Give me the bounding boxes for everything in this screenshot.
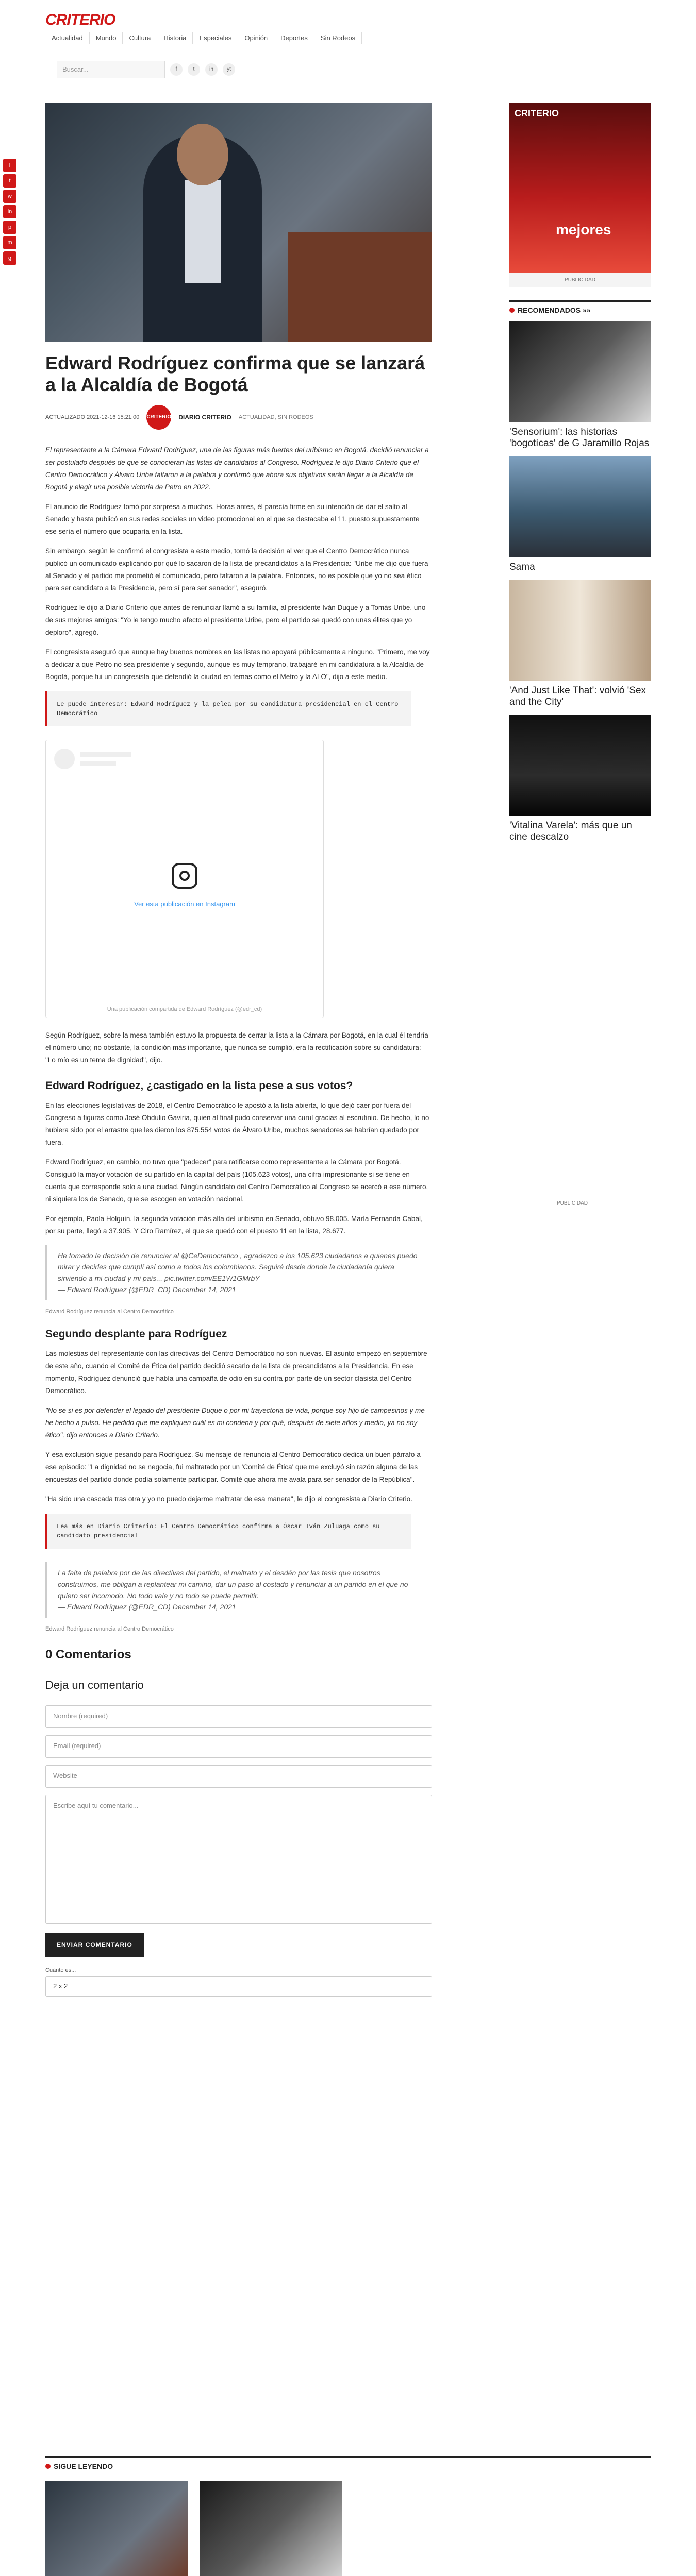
comments-section bbox=[45, 1648, 432, 1997]
article-title: Edward Rodríguez confirma que se lanzará a la Alcaldía de Bogotá bbox=[45, 352, 425, 395]
name-field[interactable]: Nombre (required) bbox=[45, 1705, 432, 1728]
section-heading: Edward Rodríguez, ¿castigado en la lista pese a sus votos? bbox=[45, 1080, 353, 1092]
paragraph: "No se si es por defender el legado del presidente Duque o por mi trayectoria de vida, porque soy hijo de campesinos y me he hecho a pulso. He pedido que me expliquen cuál es mi condena y por qué, después de siete años y medio, ya no soy ético", dijo entonces a Diario Criterio. bbox=[45, 1406, 425, 1439]
recommended-title[interactable]: 'Vitalina Varela': más que un cine descalzo bbox=[509, 820, 632, 842]
recommended-image[interactable] bbox=[509, 580, 651, 681]
recommended-item[interactable] bbox=[509, 715, 651, 843]
keep-reading-card[interactable] bbox=[200, 2481, 342, 2576]
nav-item-cultura[interactable]: Cultura bbox=[123, 32, 157, 44]
leave-comment-title: Deja un comentario bbox=[45, 1679, 144, 1691]
share-bar bbox=[3, 159, 16, 265]
main-nav bbox=[45, 32, 696, 44]
keep-reading-card[interactable] bbox=[509, 2481, 651, 2576]
recommended-item[interactable] bbox=[509, 580, 651, 708]
embedded-tweet[interactable] bbox=[45, 1245, 432, 1300]
search-input[interactable]: Buscar... bbox=[57, 61, 165, 78]
share-facebook-icon[interactable]: f bbox=[3, 159, 16, 172]
image-caption: Edward Rodríguez renuncia al Centro Democrático bbox=[45, 1309, 174, 1315]
paragraph: Edward Rodríguez, en cambio, no tuvo que "padecer" para ratificarse como representante a la Cámara por Bogotá. Consiguió la mayor votación de su partido en la capital del país (105.623 votos), una cifra impresionante si se tiene en cuenta que corresponde solo a una ciudad. Ningún candidato del Centro Democrático al Congreso se acercó a ese número, ni siquiera los de Senado, que se escogen en votación nacional. bbox=[45, 1158, 428, 1203]
embedded-tweet[interactable] bbox=[45, 1562, 432, 1618]
keep-reading-card[interactable] bbox=[45, 2481, 188, 2576]
recommended-title[interactable]: 'Sensorium': las historias 'bogotícas' de G Jaramillo Rojas bbox=[509, 427, 650, 449]
recommended-item[interactable] bbox=[509, 321, 651, 449]
comment-textarea[interactable]: Escribe aquí tu comentario... bbox=[45, 1795, 432, 1924]
hero-image bbox=[45, 103, 432, 342]
instagram-icon bbox=[172, 863, 197, 889]
paragraph: Sin embargo, según le confirmó el congresista a este medio, tomó la decisión al ver que el Centro Democrático nunca publicó un comunicado explicando por qué lo sacaron de la lista de precandidatos a la Presidencia: "Uribe me dijo que fuera al Senado y el partido me prometió el comunicado, pero faltaron a la palabra. Entonces, no es posible que yo no sea ético para ser candidato a la Presidencia, pero sí para ser senador", aseguró. bbox=[45, 547, 428, 592]
ad-label: PUBLICIDAD bbox=[509, 273, 651, 287]
share-linkedin-icon[interactable]: in bbox=[3, 205, 16, 218]
paragraph: Rodríguez le dijo a Diario Criterio que antes de renunciar llamó a su familia, al presidente Iván Duque y a Tomás Uribe, uno de sus mejores amigos: "Yo le tengo mucho afecto al presidente Uribe, pero el partido se quedó con unas élites que yo deploro", agregó. bbox=[45, 604, 426, 636]
paragraph: Y esa exclusión sigue pesando para Rodríguez. Su mensaje de renuncia al Centro Democrático dedica un buen párrafo a ese episodio: "La dignidad no se negocia, fui maltratado por un 'Comité de Ética' que me excluyó sin razón alguna de las encuestas del partido donde podía solamente participar. Comité que ahora me avala para ser senador de la República". bbox=[45, 1451, 421, 1483]
site-header bbox=[0, 0, 696, 47]
tweet-text: La falta de palabra por de las directivas del partido, el maltrato y el desdén por las tesis que nosotros construimos, me obligan a replantear mi camino, dar un paso al costado y renunciar a un partido en el que no quiero ser incomodo. No todo vale y no todo se puede permitir. bbox=[58, 1569, 408, 1600]
nav-item-actualidad[interactable]: Actualidad bbox=[45, 32, 90, 44]
paragraph: "Ha sido una cascada tras otra y yo no puedo dejarme maltratar de esa manera", le dijo el congresista a Diario Criterio. bbox=[45, 1495, 412, 1503]
paragraph: El congresista aseguró que aunque hay buenos nombres en las listas no apoyará públicamente a ninguno. "Primero, me voy a dedicar a que Petro no sea presidente y segundo, aunque es muy temprano, trabajaré en mi candidatura a la Alcaldía de Bogotá, porque fui un congresista que defendió la ciudad en temas como el Metro y la ALO", dijo a este medio. bbox=[45, 648, 430, 681]
recommended-image[interactable] bbox=[509, 321, 651, 422]
share-generic-icon[interactable]: g bbox=[3, 251, 16, 265]
nav-item-historia[interactable]: Historia bbox=[157, 32, 193, 44]
submit-comment-button[interactable]: ENVIAR COMENTARIO bbox=[45, 1933, 144, 1957]
recommended-image[interactable] bbox=[509, 456, 651, 557]
ad-label: PUBLICIDAD bbox=[557, 1200, 588, 1206]
nav-item-sin-rodeos[interactable]: Sin Rodeos bbox=[314, 32, 362, 44]
linkedin-icon[interactable]: in bbox=[205, 63, 218, 76]
ad-text: mejores bbox=[556, 222, 611, 238]
article-meta bbox=[45, 405, 432, 430]
article-date: ACTUALIZADO 2021-12-16 15:21:00 bbox=[45, 414, 140, 420]
recommended-title[interactable]: Sama bbox=[509, 562, 535, 572]
instagram-link[interactable]: Ver esta publicación en Instagram bbox=[134, 900, 235, 908]
recommended-image[interactable] bbox=[509, 715, 651, 816]
youtube-icon[interactable]: yt bbox=[223, 63, 235, 76]
share-whatsapp-icon[interactable]: w bbox=[3, 190, 16, 203]
card-image[interactable] bbox=[45, 2481, 188, 2576]
paragraph: En las elecciones legislativas de 2018, el Centro Democrático le apostó a la lista abierta, lo que dejó caer por fuera del Congreso a figuras como José Obdulio Gaviria, quien al final pudo conservar una curul gracias al escrutinio. De hecho, lo no hubiera sido por el arrastre que les dieron los 875.554 votos de Álvaro Uribe, muchos senadores se habrían quedado por fuera. bbox=[45, 1101, 429, 1146]
tweet-text: He tomado la decisión de renunciar al @CeDemocratico , agradezco a los 105.623 ciudadanos a quienes puedo mirar y decirles que cumplí así como a todos los colombianos. Seguiré desde donde la ciudadanía quiera sirviendo a mi ciudad y mi país... pic.twitter.com/EE1W1GMrbY bbox=[58, 1251, 418, 1282]
recommended-heading: RECOMENDADOS »» bbox=[509, 300, 651, 314]
paragraph: El anuncio de Rodríguez tomó por sorpresa a muchos. Horas antes, él parecía firme en su intención de dar el salto al Senado y hasta publicó en sus redes sociales un video promocional en el que se destacaba el 11, puesto supuestamente ese sería el número que ocuparía en la lista. bbox=[45, 503, 420, 535]
related-link[interactable]: Lea más en Diario Criterio: El Centro Democrático confirma a Óscar Iván Zuluaga como su candidato presidencial bbox=[45, 1514, 411, 1549]
section-heading: Segundo desplante para Rodríguez bbox=[45, 1328, 227, 1340]
paragraph: Según Rodríguez, sobre la mesa también estuvo la propuesta de cerrar la lista a la Cámara por Bogotá, en la cual él tendría el número uno; no obstante, la condición más importante, que nunca se cumplió, era la rectificación sobre su candidatura: "Lo mío es un tema de dignidad", dijo. bbox=[45, 1031, 428, 1064]
article-body bbox=[45, 444, 432, 1632]
nav-item-opinion[interactable]: Opinión bbox=[238, 32, 274, 44]
site-logo[interactable]: CRITERIO bbox=[45, 11, 115, 28]
website-field[interactable]: Website bbox=[45, 1765, 432, 1788]
article-author[interactable]: DIARIO CRITERIO bbox=[178, 414, 231, 421]
related-link[interactable]: Le puede interesar: Edward Rodríguez y la pelea por su candidatura presidencial en el Centro Democrático bbox=[45, 691, 411, 726]
instagram-caption: Una publicación compartida de Edward Rodríguez (@edr_cd) bbox=[107, 1006, 262, 1012]
comments-count: 0 Comentarios bbox=[45, 1648, 131, 1662]
recommended-title[interactable]: 'And Just Like That': volvió 'Sex and the City' bbox=[509, 685, 647, 707]
instagram-embed[interactable] bbox=[45, 740, 324, 1018]
sidebar bbox=[509, 103, 651, 843]
paragraph: El representante a la Cámara Edward Rodríguez, una de las figuras más fuertes del uribismo en Bogotá, decidió renunciar a ser postulado después de que se conocieran las listas de candidatos al Congreso. Rodríguez le dijo Diario Criterio que el Centro Democrático y Álvaro Uribe faltaron a la palabra y confirmó que ahora sus objetivos serán llegar a la Alcaldía de Bogotá y elegir una posible victoria de Petro en 2022. bbox=[45, 446, 429, 491]
paragraph: Por ejemplo, Paola Holguín, la segunda votación más alta del uribismo en Senado, obtuvo 98.005. María Fernanda Cabal, por su parte, llegó a 37.905. Y Ciro Ramírez, el que se quedó con el puesto 11 en la lista, 28.677. bbox=[45, 1215, 423, 1235]
advertisement[interactable] bbox=[509, 103, 651, 273]
nav-item-especiales[interactable]: Especiales bbox=[193, 32, 238, 44]
paragraph: Las molestias del representante con las directivas del Centro Democrático no son nuevas. El asunto empezó en septiembre de este año, cuando el Comité de Ética del partido decidió sacarlo de la lista de precandidatos a la Presidencia. En ese momento, Rodríguez denunció que había una campaña de odio en su contra por parte de un sector clasista del Centro Democrático. bbox=[45, 1350, 427, 1395]
nav-item-mundo[interactable]: Mundo bbox=[90, 32, 123, 44]
facebook-icon[interactable]: f bbox=[170, 63, 183, 76]
card-image[interactable] bbox=[200, 2481, 342, 2576]
article-category[interactable]: ACTUALIDAD, SIN RODEOS bbox=[238, 414, 313, 420]
twitter-icon[interactable]: t bbox=[188, 63, 200, 76]
recommended-item[interactable] bbox=[509, 456, 651, 573]
image-caption: Edward Rodríguez renuncia al Centro Democrático bbox=[45, 1626, 174, 1632]
toolbar bbox=[57, 61, 235, 78]
keep-reading-card[interactable] bbox=[355, 2481, 496, 2576]
nav-item-deportes[interactable]: Deportes bbox=[274, 32, 314, 44]
author-avatar[interactable]: CRITERIO bbox=[146, 405, 171, 430]
tweet-author[interactable]: — Edward Rodríguez (@EDR_CD) December 14, 2021 bbox=[58, 1603, 236, 1611]
tweet-author[interactable]: — Edward Rodríguez (@EDR_CD) December 14, 2021 bbox=[58, 1285, 236, 1294]
captcha-field[interactable]: 2 x 2 bbox=[45, 1976, 432, 1997]
article bbox=[45, 103, 432, 1997]
share-mail-icon[interactable]: m bbox=[3, 236, 16, 249]
share-twitter-icon[interactable]: t bbox=[3, 174, 16, 188]
ad-logo: CRITERIO bbox=[515, 108, 559, 118]
share-pinterest-icon[interactable]: p bbox=[3, 221, 16, 234]
keep-reading-heading: SIGUE LEYENDO bbox=[45, 2456, 651, 2470]
captcha-label: Cuánto es... bbox=[45, 1967, 76, 1973]
email-field[interactable]: Email (required) bbox=[45, 1735, 432, 1758]
keep-reading bbox=[45, 2456, 651, 2576]
